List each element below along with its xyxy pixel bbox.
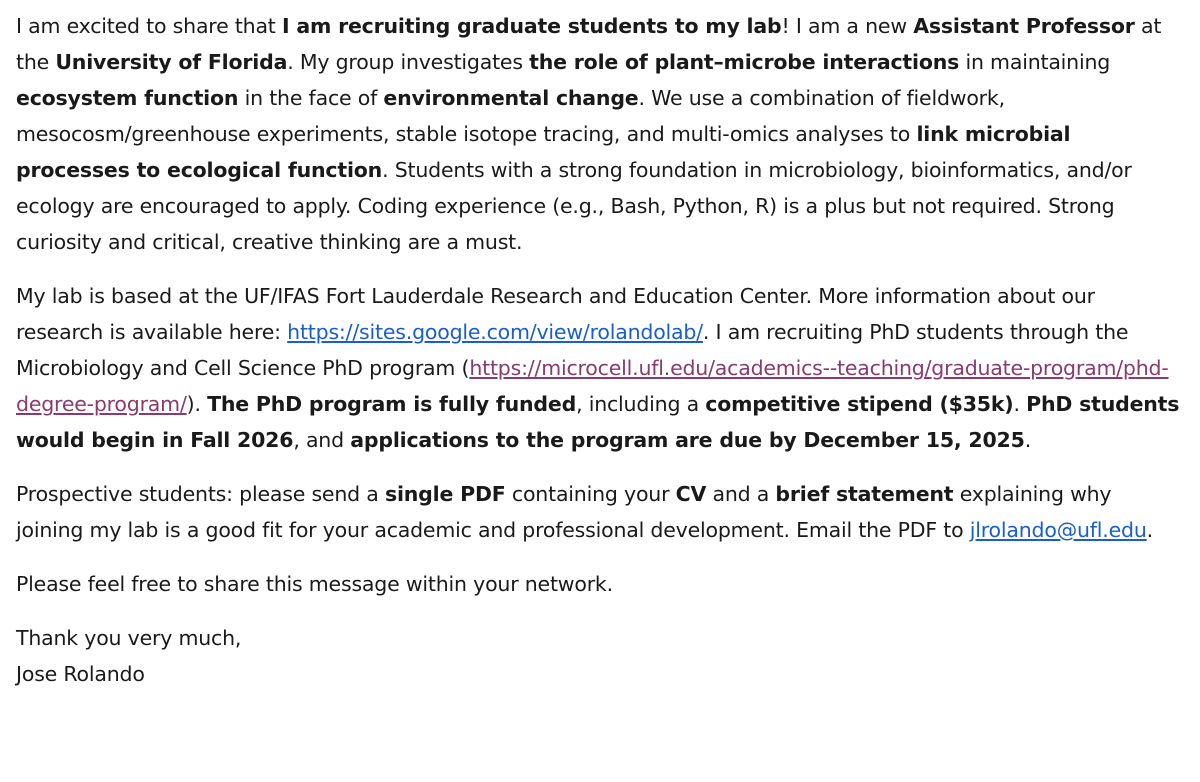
intro-text-3: at the: [16, 14, 1162, 74]
intro-bold-recruiting: I am recruiting graduate students to my lab: [281, 14, 782, 38]
intro-bold-university: University of Florida: [55, 50, 288, 74]
program-bold-start-date: PhD students would begin in Fall 2026: [16, 392, 1180, 452]
application-text-5: .: [1146, 518, 1153, 542]
application-bold-pdf: single PDF: [384, 482, 506, 506]
program-text-3: ).: [186, 392, 208, 416]
intro-text-5: in maintaining: [959, 50, 1111, 74]
program-text-7: .: [1024, 428, 1032, 452]
application-text-4: explaining why joining my lab is a good fit for your academic and professional development. Email the PDF to: [16, 482, 1112, 542]
application-text-2: containing your: [505, 482, 676, 506]
intro-bold-research-focus: the role of plant–microbe interactions: [529, 50, 960, 74]
program-text-4: , including a: [576, 392, 706, 416]
closing-line: Thank you very much,: [16, 626, 242, 650]
intro-text-8: . Students with a strong foundation in microbiology, bioinformatics, and/or ecology are encouraged to apply. Coding experience (e.g., Bash, Python, R) is a plus but not required. Strong curiosity and critical, creative thinking are a must.: [16, 158, 1132, 254]
program-text-6: , and: [293, 428, 351, 452]
intro-bold-link-processes: link microbial processes to ecological function: [16, 122, 1071, 182]
intro-bold-environment: environmental change: [383, 86, 639, 110]
program-text-5: .: [1013, 392, 1027, 416]
application-bold-cv: CV: [675, 482, 707, 506]
application-text-1: Prospective students: please send a: [16, 482, 385, 506]
email-address-link[interactable]: jlrolando@ufl.edu: [969, 518, 1147, 542]
intro-paragraph: [16, 8, 1184, 260]
share-paragraph: Please feel free to share this message within your network.: [16, 572, 613, 596]
intro-text-1: I am excited to share that: [16, 14, 282, 38]
intro-text-4: . My group investigates: [287, 50, 530, 74]
phd-program-link[interactable]: https://microcell.ufl.edu/academics--teaching/graduate-program/phd-degree-program/: [16, 356, 1169, 416]
program-paragraph: [16, 278, 1184, 458]
lab-website-link[interactable]: https://sites.google.com/view/rolandolab/: [287, 320, 703, 344]
intro-text-2: ! I am a new: [781, 14, 914, 38]
program-bold-funded: The PhD program is fully funded: [207, 392, 577, 416]
program-bold-deadline: applications to the program are due by December 15, 2025: [350, 428, 1025, 452]
program-text-1: My lab is based at the UF/IFAS Fort Lauderdale Research and Education Center. More information about our research is available here:: [16, 284, 1095, 344]
intro-text-7: . We use a combination of fieldwork, mesocosm/greenhouse experiments, stable isotope tracing, and multi-omics analyses to: [16, 86, 1005, 146]
intro-text-6: in the face of: [238, 86, 384, 110]
application-bold-statement: brief statement: [775, 482, 954, 506]
intro-bold-ecosystem: ecosystem function: [16, 86, 239, 110]
sender-name: Jose Rolando: [16, 662, 145, 686]
program-bold-stipend: competitive stipend ($35k): [705, 392, 1014, 416]
signature-block: [16, 620, 1184, 692]
program-text-2: . I am recruiting PhD students through the Microbiology and Cell Science PhD program (: [16, 320, 1129, 380]
application-text-3: and a: [706, 482, 776, 506]
intro-bold-title: Assistant Professor: [913, 14, 1135, 38]
application-paragraph: [16, 476, 1184, 548]
